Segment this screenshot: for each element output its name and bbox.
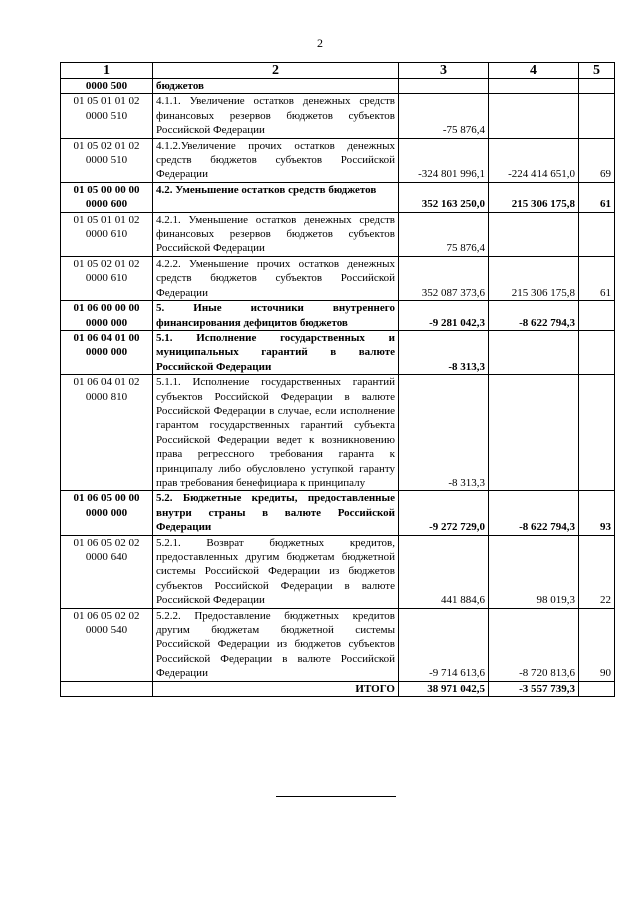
column-header: 5 [579,63,615,79]
row-code: 01 05 00 00 00 0000 600 [61,182,153,212]
row-code: 01 05 01 01 02 0000 510 [61,94,153,138]
row-value-col3: -9 281 042,3 [399,301,489,331]
row-code: 0000 500 [61,79,153,94]
row-description: 4.2. Уменьшение остатков средств бюджетов [153,182,399,212]
row-code: 01 06 05 00 00 0000 000 [61,491,153,535]
budget-sources-table [60,62,615,697]
row-value-col4: 215 306 175,8 [489,182,579,212]
row-value-col4: 215 306 175,8 [489,256,579,300]
row-description: 5.1.1. Исполнение государственных гарантий субъектов Российской Федерации в валюте Российской Федерации в случае, если исполнение гарантом государственных гарантий субъекта Российской Федерации ведет к возникновению права регрессного требования гаранта к принципалу либо обусловлено уступкой гаранту прав требования бенефициара к принципалу [153,375,399,491]
row-value-col3: 441 884,6 [399,535,489,608]
row-value-col5: 61 [579,182,615,212]
row-value-col4 [489,330,579,374]
row-value-col3: 75 876,4 [399,212,489,256]
row-value-col5: 90 [579,608,615,681]
row-code: 01 06 05 02 02 0000 540 [61,608,153,681]
row-description: 5.2. Бюджетные кредиты, предоставленные внутри страны в валюте Российской Федерации [153,491,399,535]
row-value-col5: 69 [579,138,615,182]
row-value-col3: -324 801 996,1 [399,138,489,182]
table-row [61,535,615,608]
row-value-col3 [399,79,489,94]
page-number: 2 [317,36,323,50]
row-code: 01 06 04 01 00 0000 000 [61,330,153,374]
row-value-col3: -75 876,4 [399,94,489,138]
row-code: 01 05 02 01 02 0000 510 [61,138,153,182]
table-row [61,94,615,138]
row-code: 01 05 01 01 02 0000 610 [61,212,153,256]
table-row [61,491,615,535]
total-label: ИТОГО [153,681,399,696]
total-row [61,681,615,696]
row-description: 4.2.1. Уменьшение остатков денежных средств финансовых резервов бюджетов субъектов Российской Федерации [153,212,399,256]
end-rule [276,796,396,797]
row-value-col5 [579,375,615,491]
row-value-col3: 352 163 250,0 [399,182,489,212]
table-row [61,256,615,300]
row-value-col4: -8 720 813,6 [489,608,579,681]
row-description: 5.2.2. Предоставление бюджетных кредитов другим бюджетам бюджетной системы Российской Федерации из бюджетов субъектов Российской Федерации в валюте Российской Федерации [153,608,399,681]
column-header: 2 [153,63,399,79]
row-value-col4: -8 622 794,3 [489,301,579,331]
row-value-col4 [489,94,579,138]
total-value-col4: -3 557 739,3 [489,681,579,696]
table-row [61,79,615,94]
total-value-col3: 38 971 042,5 [399,681,489,696]
header-row [61,63,615,79]
row-value-col5: 61 [579,256,615,300]
row-value-col5 [579,330,615,374]
table-row [61,608,615,681]
total-value-col5 [579,681,615,696]
row-code: 01 06 05 02 02 0000 640 [61,535,153,608]
row-value-col3: -8 313,3 [399,375,489,491]
row-description: 5.1. Исполнение государственных и муниципальных гарантий в валюте Российской Федерации [153,330,399,374]
row-description: бюджетов [153,79,399,94]
column-header: 3 [399,63,489,79]
row-description: 4.2.2. Уменьшение прочих остатков денежных средств бюджетов субъектов Российской Федерации [153,256,399,300]
row-value-col4: -8 622 794,3 [489,491,579,535]
row-value-col3: -9 714 613,6 [399,608,489,681]
table-row [61,330,615,374]
table-row [61,138,615,182]
row-value-col4 [489,375,579,491]
row-description: 4.1.2.Увеличение прочих остатков денежных средств бюджетов субъектов Российской Федерации [153,138,399,182]
row-value-col5 [579,94,615,138]
table-row [61,182,615,212]
row-value-col5: 93 [579,491,615,535]
row-value-col4: 98 019,3 [489,535,579,608]
table-row [61,212,615,256]
column-header: 4 [489,63,579,79]
row-code: 01 06 00 00 00 0000 000 [61,301,153,331]
row-value-col5 [579,301,615,331]
row-value-col5 [579,79,615,94]
row-code: 01 05 02 01 02 0000 610 [61,256,153,300]
column-header: 1 [61,63,153,79]
row-description: 5.2.1. Возврат бюджетных кредитов, предоставленных другим бюджетам бюджетной системы Российской Федерации из бюджетов субъектов Российской Федерации в валюте Российской Федерации [153,535,399,608]
row-value-col3: 352 087 373,6 [399,256,489,300]
row-value-col3: -8 313,3 [399,330,489,374]
row-description: 4.1.1. Увеличение остатков денежных средств финансовых резервов бюджетов субъектов Российской Федерации [153,94,399,138]
row-value-col4 [489,79,579,94]
row-value-col4 [489,212,579,256]
row-value-col3: -9 272 729,0 [399,491,489,535]
row-code: 01 06 04 01 02 0000 810 [61,375,153,491]
row-value-col4: -224 414 651,0 [489,138,579,182]
row-description: 5. Иные источники внутреннего финансирования дефицитов бюджетов [153,301,399,331]
table-row [61,375,615,491]
row-value-col5: 22 [579,535,615,608]
row-value-col5 [579,212,615,256]
table-row [61,301,615,331]
